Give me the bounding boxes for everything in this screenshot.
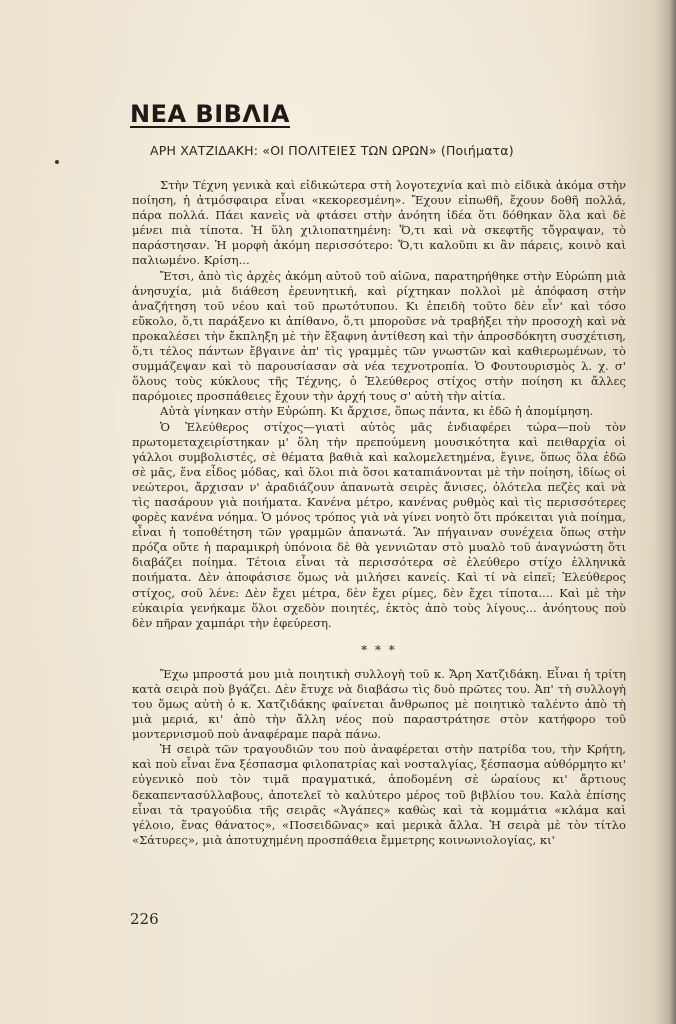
section-separator: * * * bbox=[361, 642, 397, 657]
review-heading: ΑΡΗ ΧΑΤΖΙΔΑΚΗ: «ΟΙ ΠΟΛΙΤΕΙΕΣ ΤΩΝ ΩΡΩΝ» (Ποιήματα) bbox=[150, 143, 514, 158]
ink-speck bbox=[55, 160, 59, 164]
paragraph: Στὴν Τέχνη γενικὰ καὶ εἰδικώτερα στὴ λογοτεχνία καὶ πιὸ εἰδικὰ ἀκόμα στὴν ποίηση, ἡ ἀτμόσφαιρα εἶναι «κεκορεσμένη». Ἔχουν εἰπωθῆ, ἔχουν δοθῆ πολλά, πάρα πολλά. Πάει κανεὶς νὰ φτάσει στὴν ἀνόητη ἰδέα ὅτι δόθηκαν ὅλα καὶ δὲ μένει πιὰ τίποτα. Ἡ ὕλη χιλιοπατημένη: Ὅ,τι καὶ νὰ σκεφτῆς τὄγραψαν, τὸ παράστησαν. Ἡ μορφὴ ἀκόμη περισσότερο: Ὅ,τι καλοῦπι κι ἂν πάρεις, κοινὸ καὶ παλιωμένο. Κρίση... bbox=[132, 178, 626, 268]
paragraph: Αὐτὰ γίνηκαν στὴν Εὐρώπη. Κι ἄρχισε, ὅπως πάντα, κι ἐδῶ ἡ ἀπομίμηση. bbox=[160, 404, 594, 419]
paragraph: Ἔτσι, ἀπὸ τὶς ἀρχὲς ἀκόμη αὐτοῦ τοῦ αἰῶνα, παρατηρήθηκε στὴν Εὐρώπη μιὰ ἀνησυχία, μιὰ διάθεση ἐρευνητική, καὶ ρίχτηκαν πολλοὶ μὲ ἀπόφαση στὴν ἀναζήτηση τοῦ νέου καὶ τοῦ πρωτότυπου. Κι ἐπειδὴ τοῦτο δὲν εἶν' καὶ τόσο εὔκολο, ὅ,τι παράξενο κι ἀπίθανο, ὅ,τι μποροῦσε νὰ τραβήξει τὴν προσοχὴ καὶ νὰ προκαλέσει τὴν ἔκπληξη μὲ τὴν ἔξαφνη ἀντίθεση καὶ τὴν ἀπροσδόκητη συσχέτιση, ὅ,τι τέλος πάντων ἔβγαινε ἀπ' τὶς γραμμὲς τῶν γνωστῶν καὶ καθιερωμένων, τὸ συμμάζεψαν καὶ τὸ παρουσίασαν σὰ νέα τεχνοτροπία. Ὁ Φουτουρισμὸς λ. χ. σ' ὅλους τοὺς κύκλους τῆς Τέχνης, ὁ Ἐλεύθερος στίχος στὴν ποίηση κι ἄλλες παρόμοιες προσπάθειες ἔχουν τὴν ἀρχή τους σ' αὐτὴ τὴν αἰτία. bbox=[132, 268, 626, 404]
page-edge-shadow bbox=[654, 0, 676, 1024]
article-body bbox=[132, 178, 626, 848]
page-number: 226 bbox=[130, 910, 159, 928]
paragraph: Ὁ Ἐλεύθερος στίχος—γιατὶ αὐτὸς μᾶς ἐνδιαφέρει τώρα—ποὺ τὸν πρωτομεταχειρίστηκαν μ' ὅλη τὴν πρεπούμενη μουσικότητα καὶ πειθαρχία οἱ γάλλοι συμβολιστές, σὲ θέματα βαθιὰ καὶ καλομελετημένα, ἔγινε, ὅπως ὅλα ἐδῶ σὲ μᾶς, ἕνα εἶδος μόδας, καὶ ὅλοι πιὰ ὅσοι καταπιάνονται μὲ τὴν ποίηση, ἰδίως οἱ νεώτεροι, ἄρχισαν ν' ἀραδιάζουν ἀπανωτὰ σειρὲς ἄνισες, ὁλότελα πεζὲς καὶ νὰ τὶς πασάρουν γιὰ ποιήματα. Κανένα μέτρο, κανένας ρυθμὸς καὶ τὶς περισσότερες φορὲς κανένα νόημα. Ὁ μόνος τρόπος γιὰ νὰ γίνει νοητὸ ὅτι πρόκειται γιὰ ποίημα, εἶναι ἡ τοποθέτηση τῶν γραμμῶν ἀπανωτά. Ἂν πήγαιναν συνέχεια ὅπως στὴν πρόζα οὔτε ἡ παραμικρὴ ὑπόνοια δὲ θὰ γεννιῶταν στὸ μυαλὸ τοῦ ἀναγνώστη ὅτι διαβάζει ποίημα. Τέτοια εἶναι τὰ περισσότερα σὲ ἐλεύθερο στίχο ἑλληνικὰ ποιήματα. Δὲν ἀποφάσισε ὅμως νὰ μιλήσει κανείς. Καὶ τί νὰ εἰπεῖ; Ἐλεύθερος στίχος, σοῦ λένε: Δὲν ἔχει μέτρα, δὲν ἔχει ρίμες, δὲν ἔχει τίποτα.... Καὶ μὲ τὴν εὐκαιρία γενήκαμε ὅλοι σχεδὸν ποιητές, ἐκτὸς ἀπὸ τοὺς λίγους... ἀνόητους ποὺ δὲν πῆραν χαμπάρι τὴν ἐφεύρεση. bbox=[132, 419, 626, 630]
paragraph: Ἔχω μπροστά μου μιὰ ποιητικὴ συλλογὴ τοῦ κ. Ἄρη Χατζιδάκη. Εἶναι ἡ τρίτη κατὰ σειρὰ ποὺ βγάζει. Δὲν ἔτυχε νὰ διαβάσω τὶς δυὸ πρῶτες του. Ἀπ' τὴ συλλογὴ του ὅμως αὐτὴ ὁ κ. Χατζιδάκης φαίνεται ἄνθρωπος μὲ ποιητικὸ ταλέντο ἀπὸ τὴ μιὰ μεριά, κι' ἀπὸ τὴν ἄλλη νέος ποὺ παραστράτησε στὸν κατήφορο τοῦ μοντερνισμοῦ ποὺ ἀναφέραμε παρὰ πάνω. bbox=[132, 666, 626, 742]
section-title: ΝΕΑ ΒΙΒΛΙΑ bbox=[130, 100, 291, 128]
paragraph: Ἡ σειρὰ τῶν τραγουδιῶν του ποὺ ἀναφέρεται στὴν πατρίδα του, τὴν Κρήτη, καὶ ποὺ εἶναι ἕνα ξέσπασμα φιλοπατρίας καὶ νοσταλγίας, ξέσπασμα αὐθόρμητο κι' εὐγενικὸ ποὺ τὸν τιμᾶ πραγματικά, ἀποδομένη σὲ ὡραίους κι' ἄρτιους δεκαπεντασύλλαβους, ἀποτελεῖ τὸ καλύτερο μέρος τοῦ βιβλίου του. Καλὰ ἐπίσης εἶναι τὰ τραγούδια τῆς σειρᾶς «Ἀγάπες» καθὼς καὶ τὰ κομμάτια «κλάμα καὶ γέλοιο, ἕνας θάνατος», «Ποσειδῶνας» καὶ μερικὰ ἄλλα. Ἡ σειρὰ μὲ τὸν τίτλο «Σάτυρες», μιὰ ἀποτυχημένη προσπάθεια ἔμμετρης κοινωνιολογίας, κι' bbox=[132, 742, 626, 847]
